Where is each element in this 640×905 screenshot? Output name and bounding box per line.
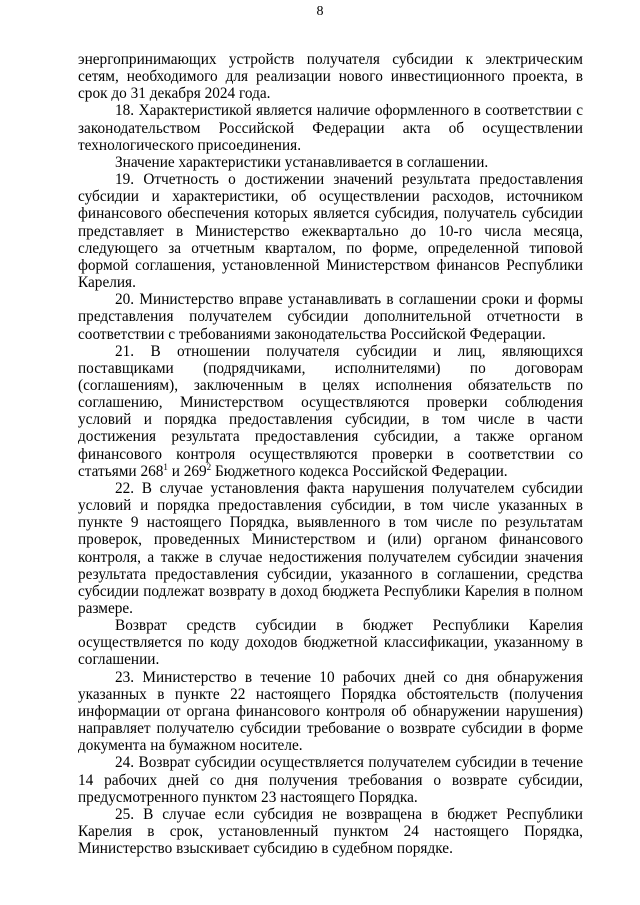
superscript-2: 2 <box>206 461 212 472</box>
paragraph-21-text-2: и 269 <box>167 462 207 480</box>
paragraph-21-text-3: Бюджетного кодекса Российской Федерации. <box>211 462 508 480</box>
paragraph-18-value: Значение характеристики устанавливается в соглашении. <box>115 153 489 171</box>
document-body <box>78 51 583 857</box>
page-number: 8 <box>316 4 324 19</box>
paragraph-23: 23. Министерство в течение 10 рабочих дней со дня обнаружения указанных в пункте 22 настоящего Порядка обстоятельств (получения информации от органа финансового контроля об обнаружении нарушения) направляет получателю субсидии требование о возврате субсидии в форме документа на бумажном носителе. <box>78 668 583 755</box>
paragraph-25: 25. В случае если субсидия не возвращена в бюджет Республики Карелия в срок, установленный пунктом 24 настоящего Порядка, Министерство взыскивает субсидию в судебном порядке. <box>78 805 583 858</box>
paragraph-17-continuation: энергопринимающих устройств получателя субсидии к электрическим сетям, необходимого для реализации нового инвестиционного проекта, в срок до 31 декабря 2024 года. <box>78 51 583 103</box>
paragraph-19: 19. Отчетность о достижении значений результата предоставления субсидии и характеристики, об осуществлении расходов, источником финансового обеспечения которых является субсидия, получатель субсидии представляет в Министерство ежеквартально до 10-го числа месяца, следующего за отчетным кварталом, по форме, определенной типовой формой соглашения, установленной Министерством финансов Республики Карелия. <box>78 171 583 292</box>
paragraph-22: 22. В случае установления факта нарушения получателем субсидии условий и порядка предоставления субсидии, в том числе указанных в пункте 9 настоящего Порядка, выявленного в том числе по результатам проверок, проведенных Министерством и (или) органом финансового контроля, а также в случае недостижения получателем субсидии значения результата предоставления субсидии, указанного в соглашении, средства субсидии подлежат возврату в доход бюджета Республики Карелия в полном размере. <box>78 479 583 617</box>
paragraph-21-text-1: 21. В отношении получателя субсидии и лиц, являющихся поставщиками (подрядчиками, исполнителями) по договорам (соглашениям), заключенным в целях исполнения обязательств по соглашению, Министерством осуществляются проверки соблюдения условий и порядка предоставления субсидии, в том числе в части достижения результата предоставления субсидии, а также органом финансового контроля осуществляются проверки в соответствии со статьями 268 <box>78 342 583 480</box>
paragraph-24: 24. Возврат субсидии осуществляется получателем субсидии в течение 14 рабочих дней со дня получения требования о возврате субсидии, предусмотренного пунктом 23 настоящего Порядка. <box>78 754 583 806</box>
paragraph-21 <box>78 343 583 480</box>
paragraph-20: 20. Министерство вправе устанавливать в соглашении сроки и формы представления получателем субсидии дополнительной отчетности в соответствии с требованиями законодательства Российской Федерации. <box>78 291 583 343</box>
paragraph-18: 18. Характеристикой является наличие оформленного в соответствии с законодательством Российской Федерации акта об осуществлении технологического присоединения. <box>78 102 583 154</box>
superscript-1: 1 <box>163 461 168 472</box>
paragraph-22-return: Возврат средств субсидии в бюджет Республики Карелия осуществляется по коду доходов бюджетной классификации, указанному в соглашении. <box>78 617 583 669</box>
